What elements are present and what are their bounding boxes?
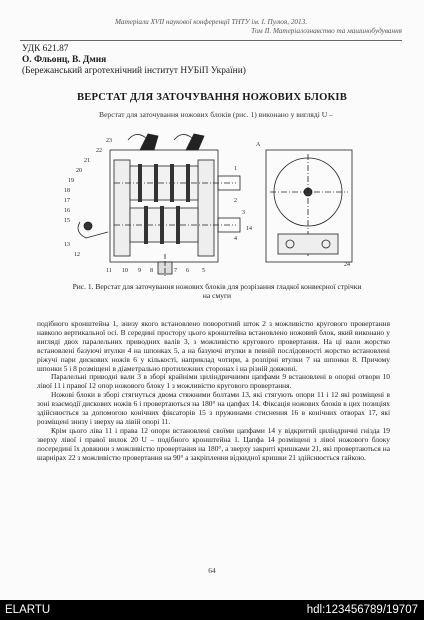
callout-17: 17 — [64, 198, 70, 204]
repository-name: ELARTU — [5, 604, 51, 616]
affiliation: (Бережанський агротехнічний інститут НУБіП України) — [22, 66, 246, 76]
callout-23: 23 — [106, 138, 112, 144]
paragraph: Паралельні приводні вали 3 в зборі крайніми циліндричними цапфами 9 встановлені в опорні отвори 10 лівої 11 і правої 12 опор ножового блоку 1 з можливістю кругового провертання. — [37, 372, 390, 391]
callout-20: 20 — [76, 168, 82, 174]
callout-22: 22 — [96, 148, 102, 154]
handle-link[interactable]: hdl:123456789/19707 — [306, 604, 418, 616]
running-header — [20, 18, 402, 36]
paragraph: Ножові блоки в зборі стягнуться двома стяжними болтами 13, які стягують опори 11 і 12 які розміщені в зоні взаємодії дискових ножів 6 і провертаються на 180° на цапфах 14. Фіксація ножових блоків в цих позиціях здійснюється за допомогою конічних фіксаторів 15 з пружинами стиснення 16 в конічних отворах 17, які розміщені знизу і зверху на лівій опорі 11. — [37, 390, 390, 426]
udc-code: УДК 621.87 — [22, 44, 69, 54]
right-support — [198, 160, 214, 256]
callout-19: 19 — [68, 178, 74, 184]
callout-24: 24 — [344, 262, 350, 268]
callout-12: 12 — [74, 252, 80, 258]
header-line-1: Матеріали XVII наукової конференції ТНТУ ім. І. Пулюя, 2013. — [114, 18, 308, 26]
paragraph: подібного кронштейна 1, знизу якого встановлено поворотний шток 2 з можливістю кругового провертання навколо вертикальної осі. В середині простору цього кронштейна встановлено ножовий блок, який виконано у вигляді двох паралельних приводних валів 3, з можливістю кругового провертання. На ці вали жорстко встановлені базуючі втулки 4 на шпонках 5, а на базуючі втулки в певній послідовності жорстко встановлені ріжучі пари дискових ножів 6 у кількості, наприклад чотири, а розпірні втулки 7 на шпонки 8. Причому шпонки 5 і 8 розміщені в діаметрально протилежних сторонах і на різній довжині. — [37, 319, 390, 373]
callout-16: 16 — [64, 208, 70, 214]
callout-14: 14 — [246, 226, 252, 232]
callout-5: 5 — [202, 268, 205, 274]
callout-13: 13 — [64, 242, 70, 248]
article-title: ВЕРСТАТ ДЛЯ ЗАТОЧУВАННЯ НОЖОВИХ БЛОКІВ — [76, 92, 348, 103]
callout-4: 4 — [234, 236, 237, 242]
callout-15: 15 — [64, 218, 70, 224]
machine-drawing — [58, 126, 378, 276]
repository-footer — [0, 600, 424, 620]
callout-11: 11 — [106, 268, 112, 274]
left-support — [114, 160, 130, 256]
authors: О. Фльонц, В. Дмия — [22, 55, 107, 65]
article-body — [37, 320, 390, 463]
paragraph: Крім цього ліва 11 і права 12 опори встановлені своїми цапфами 14 у відкритий циліндричні гнізда 19 зверху лівої і правої вилок 20 U – подібного кронштейна 1. Цапфа 14 розміщені з лівої ножового блоку посередині їх довжини з можливістю провертання на 180°, а зверху закриті кришками 21, які провертаються на шарнірах 22 з можливістю провертання на 90° а закріплення відкидної кришки 21 здійснюється гайкою. — [37, 425, 390, 462]
callout-10: 10 — [122, 268, 128, 274]
header-rule — [20, 40, 402, 41]
header-line-2: Том II. Матеріалознавство та машинобудування — [251, 27, 402, 35]
callout-6: 6 — [186, 268, 189, 274]
callout-3: 3 — [242, 210, 245, 216]
intro-line: Верстат для заточування ножових блоків (рис. 1) виконано у вигляді U – — [99, 110, 333, 119]
callout-1: 1 — [234, 166, 237, 172]
callout-18: 18 — [64, 188, 70, 194]
callout-21: 21 — [84, 158, 90, 164]
callout-8: 8 — [150, 268, 153, 274]
article-meta — [22, 44, 246, 77]
figure-caption: Рис. 1. Верстат для заточування ножових блоків для розрізання гладкої конвеєрної стрічки на смуги — [72, 282, 362, 300]
callout-9: 9 — [138, 268, 141, 274]
callout-A: А — [256, 142, 261, 148]
callout-2: 2 — [234, 198, 237, 204]
callout-7: 7 — [174, 268, 177, 274]
page-number: 64 — [208, 566, 216, 575]
